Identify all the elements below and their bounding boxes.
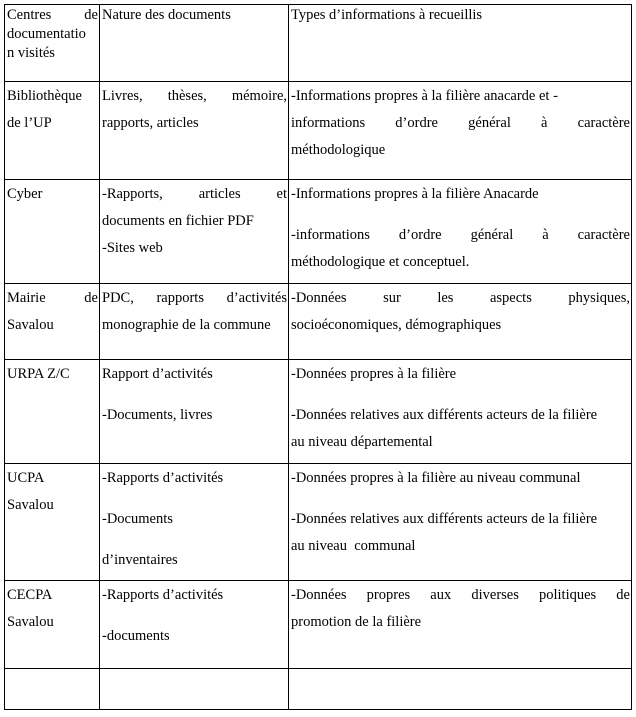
- table-header-row: [5, 5, 632, 82]
- table-row: [5, 581, 632, 669]
- cell-types: [289, 669, 632, 710]
- table-row-empty: [5, 669, 632, 710]
- header-centres: Centres de documentatio n visités: [5, 5, 100, 82]
- cell-types: -Données propres à la filière -Données relatives aux différents acteurs de la filière au niveau départemental: [289, 360, 632, 464]
- table-row: [5, 284, 632, 360]
- cell-nature: Livres, thèses, mémoire, rapports, articles: [100, 82, 289, 180]
- table-row: [5, 180, 632, 284]
- cell-types: -Données sur les aspects physiques, socioéconomiques, démographiques: [289, 284, 632, 360]
- cell-centre: URPA Z/C: [5, 360, 100, 464]
- header-nature: Nature des documents: [100, 5, 289, 82]
- cell-centre: Cyber: [5, 180, 100, 284]
- documentation-centres-table: [4, 4, 632, 710]
- cell-centre: UCPA Savalou: [5, 464, 100, 581]
- table-row: [5, 360, 632, 464]
- cell-types: -Données propres à la filière au niveau communal -Données relatives aux différents acteurs de la filière au niveau communal: [289, 464, 632, 581]
- cell-nature: Rapport d’activités -Documents, livres: [100, 360, 289, 464]
- cell-nature: -Rapports, articles et documents en fichier PDF -Sites web: [100, 180, 289, 284]
- header-types: Types d’informations à recueillis: [289, 5, 632, 82]
- cell-types: -Informations propres à la filière Anacarde -informations d’ordre général à caractère méthodologique et conceptuel.: [289, 180, 632, 284]
- cell-types: -Données propres aux diverses politiques de promotion de la filière: [289, 581, 632, 669]
- cell-centre: Bibliothèque de l’UP: [5, 82, 100, 180]
- cell-centre: Mairie de Savalou: [5, 284, 100, 360]
- cell-nature: -Rapports d’activités -documents: [100, 581, 289, 669]
- cell-centre: CECPA Savalou: [5, 581, 100, 669]
- cell-types: -Informations propres à la filière anacarde et - informations d’ordre général à caractère méthodologique: [289, 82, 632, 180]
- table-row: [5, 82, 632, 180]
- cell-nature: PDC, rapports d’activités monographie de la commune: [100, 284, 289, 360]
- cell-centre: [5, 669, 100, 710]
- cell-nature: -Rapports d’activités -Documents d’inventaires: [100, 464, 289, 581]
- cell-nature: [100, 669, 289, 710]
- table-row: [5, 464, 632, 581]
